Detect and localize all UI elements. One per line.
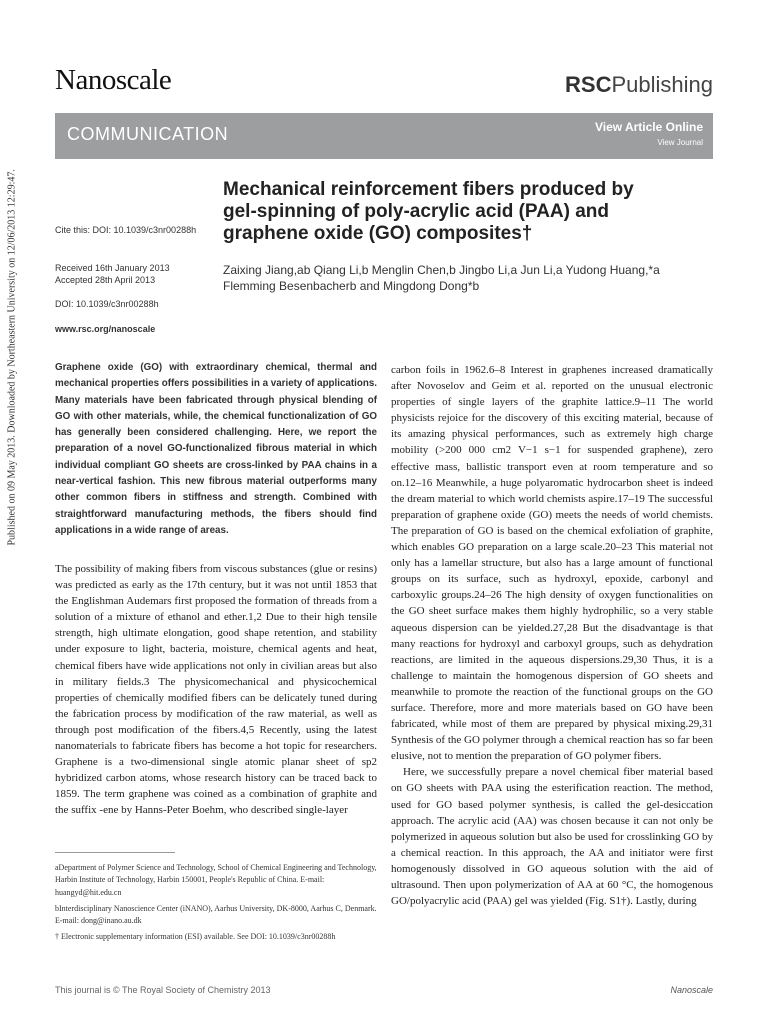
footnotes xyxy=(55,862,377,948)
footnote-divider xyxy=(55,852,175,853)
cite-this: Cite this: DOI: 10.1039/c3nr00288h xyxy=(55,225,197,235)
body-column-right xyxy=(391,362,713,909)
article-title: Mechanical reinforcement fibers produced by gel-spinning of poly-acrylic acid (PAA) and graphene oxide (GO) composites† xyxy=(223,179,634,244)
accepted-date: Accepted 28th April 2013 xyxy=(55,275,156,285)
article-type-banner xyxy=(55,113,713,159)
view-article-online-link[interactable]: View Article Online xyxy=(594,120,703,134)
paragraph: The possibility of making fibers from viscous substances (glue or resins) was predicted as early as the 17th century, but it was not until 1853 that the Englishman Audemars first proposed the formation of threads from a solution of a mixture of ethanol and ether.1,2 Due to their high tensile strength, high ultimate elongation, good shape retention, and stability under exposure to light, bacteria, moisture, chemical agents and heat, chemical fibers have wide applications not only in civilian areas but also in military fields.3 The physicomechanical and physicochemical properties of chemically modified fibers can be delicately tuned during the fabrication process by modification of the raw material, as well as through post modification of the fibers.4,5 Recently, using the latest nanomaterials to fabricate fibers has become a hot topic for researchers. Graphene is a two-dimensional single atomic planar sheet of sp2 hybridized carbon atoms, whose research history can be traced back to 1859. The term graphene was coined as a combination of graphite and the suffix -ene by Hanns-Peter Boehm, who described single-layer xyxy=(55,563,377,817)
publisher-rest: Publishing xyxy=(611,72,713,97)
view-journal-link[interactable]: View Journal xyxy=(657,138,703,147)
abstract: Graphene oxide (GO) with extraordinary chemical, thermal and mechanical properties offers possibilities in a variety of applications. Many materials have been fabricated through physical blending of GO with other materials, while, the chemical functionalization of GO has generally been considered challenging. Here, we report the preparation of a novel GO-functionalized fibrous material in which individual compliant GO sheets are cross-linked by PAA chains in a near-vertical fashion. This new fibrous material outperforms many other common fibers in stiffness and strength. Combined with straightforward manufacturing methods, the fibers should find applications in a wide range of areas. xyxy=(55,362,377,536)
doi: DOI: 10.1039/c3nr00288h xyxy=(55,299,159,309)
author-list: Zaixing Jiang,ab Qiang Li,b Menglin Chen,b Jingbo Li,a Jun Li,a Yudong Huang,*a Flemming Besenbacherb and Mingdong Dong*b xyxy=(223,263,660,293)
footnote-esi: † Electronic supplementary information (ESI) available. See DOI: 10.1039/c3nr00288h xyxy=(55,932,336,942)
paragraph: Here, we successfully prepare a novel chemical fiber material based on GO sheets with PAA using the esterification reaction. The method, used for GO based polymer synthesis, is called the gel-desiccation approach. The acrylic acid (AA) was chosen because it can not only be polymerized in aqueous solution but also be used for crosslinking GO by a chemical reaction. In this approach, the AA and initiator were first homogenously dissolved in GO aqueous solution with the aid of ultrasound. Then upon polymerization of AA at 60 °C, the homogenous GO/polyacrylic acid (PAA) gel was yielded (Fig. S1†). Lastly, during xyxy=(391,766,713,908)
journal-url[interactable]: www.rsc.org/nanoscale xyxy=(55,324,156,334)
body-column-left xyxy=(55,561,377,819)
article-type-label: COMMUNICATION xyxy=(67,124,229,144)
journal-title: Nanoscale xyxy=(55,64,172,96)
paragraph: carbon foils in 1962.6–8 Interest in graphenes increased dramatically after Novoselov and Geim et al. reported on the unusual electronic properties of single layers of the graphite lattice.9–11 The world physicists rejoice for the discovery of this exciting material, because of its amazing physical performances, such as extremely high charge mobility (>200 000 cm2 V−1 s−1 for suspended graphene), zero effective mass, ballistic transport even at room temperature and so on.12–16 Meanwhile, a huge polyaromatic hydrocarbon sheet is indeed the dream material to which world chemists aspire.17–19 The successful preparation of graphene oxide (GO) meets the needs of world chemists. The preparation of GO is based on the chemical exfoliation of graphite, which enables GO preparation on a large scale.20–23 This material not only has a lamellar structure, but also has a large amount of functional groups on its surface, such as hydroxyl, epoxide, carbonyl and carboxylic groups.24–26 The high density of oxygen functionalities on the GO sheet surface makes them highly hydrophilic, so a very stable aqueous dispersion can be yielded.27,28 But the disadvantage is that many reactions for hydroxyl and carboxyl groups, such as dehydration reactions, are limited in the aqueous dispersions.29,30 Thus, it is a challenge to maintain the homogenous dispersion of GO sheets and meanwhile to promote the reaction of the functional groups on the GO surface. Therefore, more and more materials based on GO have been fabricated, while most of them are prepared by physical mixing.29,31 Synthesis of the GO polymer through a chemical reaction has so far been elusive, not to mention the preparation of GO polymer fibers. xyxy=(391,364,713,763)
footnote-affiliation-a: aDepartment of Polymer Science and Technology, School of Chemical Engineering and Technology, Harbin Institute of Technology, Harbin 150001, People's Republic of China. E-mail: huangyd@hit.edu.cn xyxy=(55,863,377,897)
download-stamp: Published on 09 May 2013. Downloaded by Northeastern University on 12/06/2013 12:29:47. xyxy=(6,169,18,546)
copyright-footer: This journal is © The Royal Society of Chemistry 2013 xyxy=(55,985,271,995)
footnote-affiliation-b: bInterdisciplinary Nanoscience Center (iNANO), Aarhus University, DK-8000, Aarhus C, Denmark. E-mail: dong@inano.au.dk xyxy=(55,903,377,926)
publisher-logo xyxy=(565,72,713,98)
received-date: Received 16th January 2013 xyxy=(55,263,170,273)
publisher-bold: RSC xyxy=(565,72,612,97)
journal-footer: Nanoscale xyxy=(670,985,713,995)
